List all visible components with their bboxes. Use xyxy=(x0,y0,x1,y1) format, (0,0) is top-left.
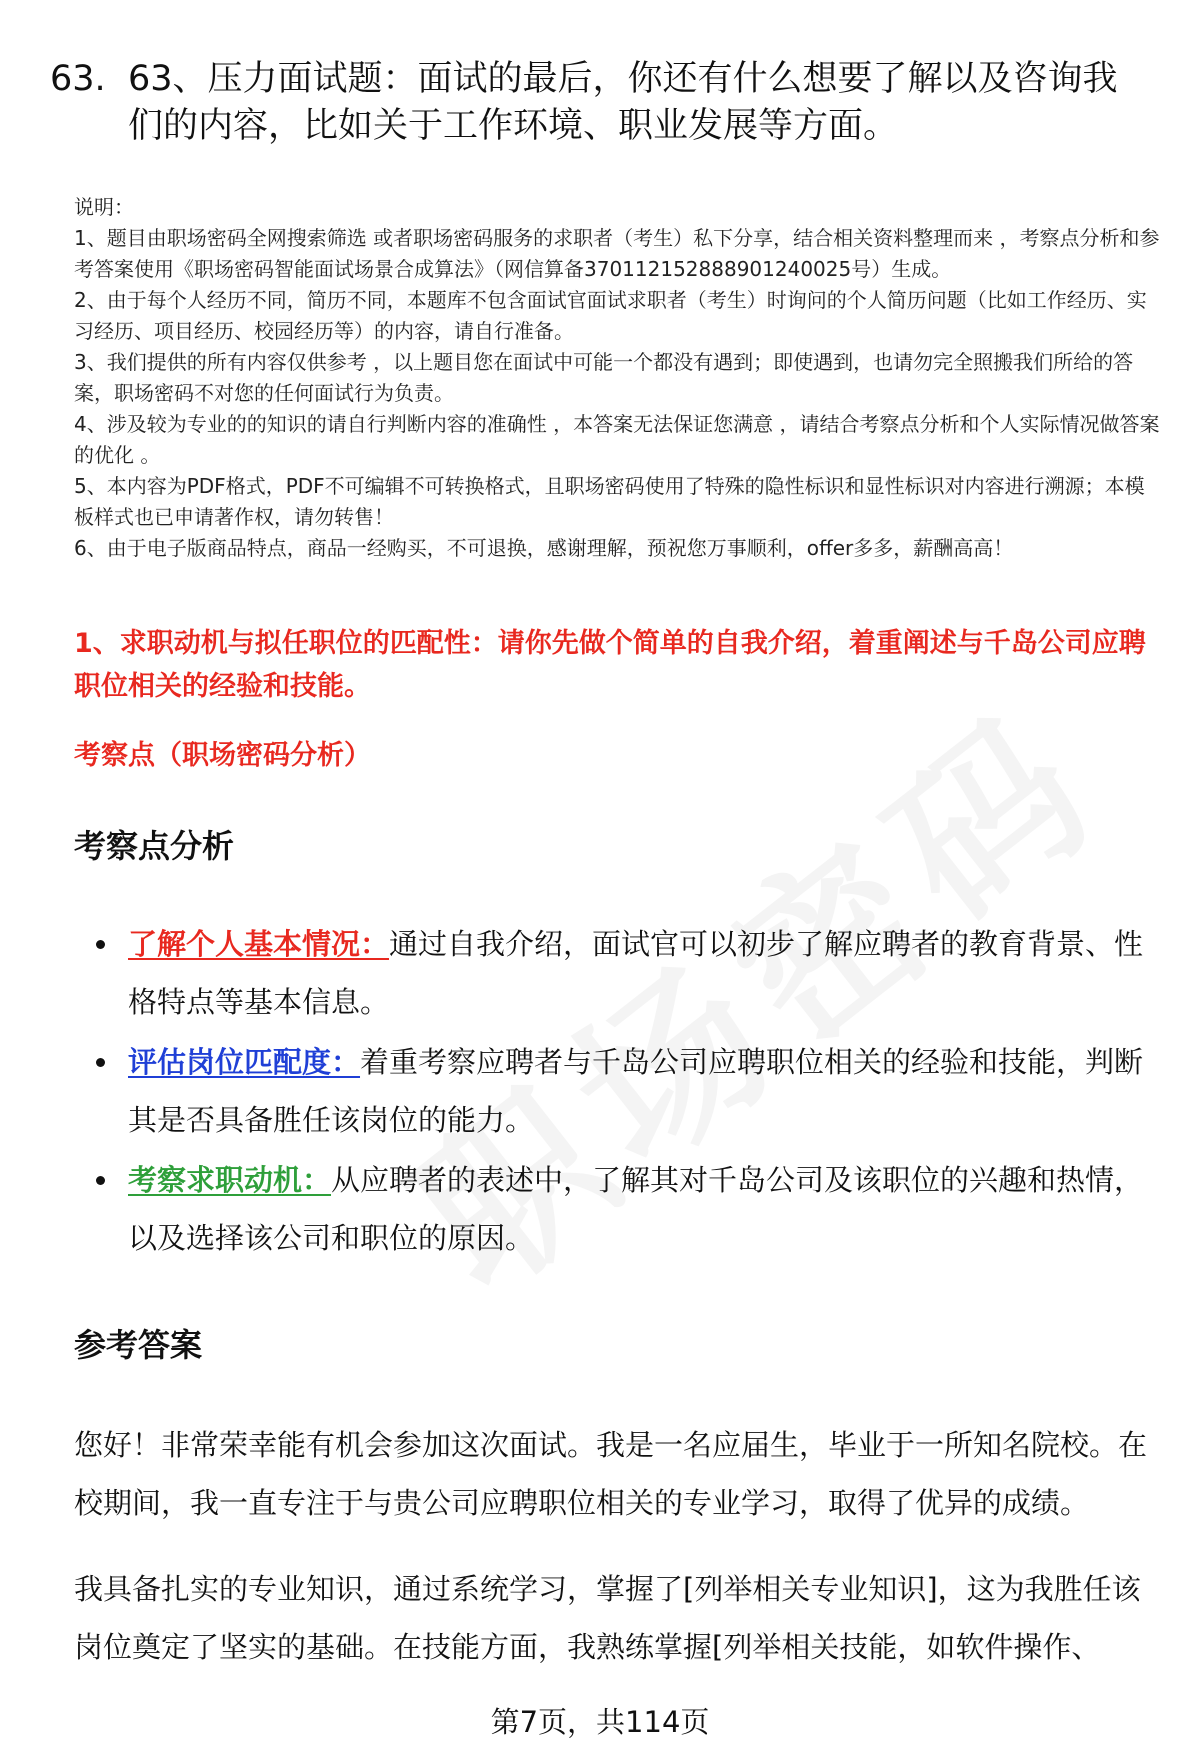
notes-title: 说明： xyxy=(74,195,134,219)
examination-point-label: 考察点（职场密码分析） xyxy=(74,740,371,771)
analysis-point xyxy=(96,1033,1146,1149)
question-heading xyxy=(50,56,1150,150)
answer-paragraph: 您好！非常荣幸能有机会参加这次面试。我是一名应届生，毕业于一所知名院校。在校期间，我一直专注于与贵公司应聘职位相关的专业学习，取得了优异的成绩。 xyxy=(74,1428,1148,1520)
bullet-dot-icon xyxy=(96,1176,105,1185)
analysis-point-text: 通过自我介绍，面试官可以初步了解应聘者的教育背景、性格特点等基本信息。 xyxy=(128,927,1144,1019)
notes-section xyxy=(74,192,1164,564)
answer-heading: 参考答案 xyxy=(74,1326,203,1364)
question-number: 63. xyxy=(50,59,106,99)
interview-question: 1、求职动机与拟任职位的匹配性：请你先做个简单的自我介绍，着重阐述与千岛公司应聘职位相关的经验和技能。 xyxy=(74,628,1146,702)
note-item: 4、涉及较为专业的的知识的请自行判断内容的准确性 ，本答案无法保证您满意 ，请结合考察点分析和个人实际情况做答案的优化 。 xyxy=(74,412,1160,467)
analysis-point-text: 从应聘者的表述中，了解其对千岛公司及该职位的兴趣和热情，以及选择该公司和职位的原因。 xyxy=(128,1163,1144,1255)
analysis-point-label: 评估岗位匹配度： xyxy=(128,1045,361,1079)
note-item: 2、由于每个人经历不同，简历不同，本题库不包含面试官面试求职者（考生）时询问的个人简历问题（比如工作经历、实习经历、项目经历、校园经历等）的内容，请自行准备。 xyxy=(74,288,1147,343)
analysis-point-label: 考察求职动机： xyxy=(128,1163,332,1197)
bullet-dot-icon xyxy=(96,940,105,949)
analysis-point xyxy=(96,1151,1146,1267)
page-footer: 第7页，共114页 xyxy=(490,1705,710,1739)
question-title: 63、压力面试题：面试的最后，你还有什么想要了解以及咨询我们的内容，比如关于工作环境、职业发展等方面。 xyxy=(128,59,1118,146)
analysis-point-text: 着重考察应聘者与千岛公司应聘职位相关的经验和技能，判断其是否具备胜任该岗位的能力。 xyxy=(128,1045,1144,1137)
note-item: 5、本内容为PDF格式，PDF不可编辑不可转换格式，且职场密码使用了特殊的隐性标识和显性标识对内容进行溯源；本模板样式也已申请著作权，请勿转售！ xyxy=(74,474,1145,529)
bullet-dot-icon xyxy=(96,1058,105,1067)
analysis-point xyxy=(96,915,1146,1031)
analysis-list xyxy=(96,915,1146,1269)
analysis-point-label: 了解个人基本情况： xyxy=(128,927,390,961)
note-item: 6、由于电子版商品特点，商品一经购买，不可退换，感谢理解，预祝您万事顺利，offer多多，薪酬高高！ xyxy=(74,536,1014,560)
note-item: 3、我们提供的所有内容仅供参考 ，以上题目您在面试中可能一个都没有遇到；即使遇到，也请勿完全照搬我们所给的答案，职场密码不对您的任何面试行为负责。 xyxy=(74,350,1134,405)
answer-paragraph: 我具备扎实的专业知识，通过系统学习，掌握了[列举相关专业知识]，这为我胜任该岗位奠定了坚实的基础。在技能方面，我熟练掌握[列举相关技能，如软件操作、 xyxy=(74,1572,1141,1664)
analysis-heading: 考察点分析 xyxy=(74,827,235,865)
note-item: 1、题目由职场密码全网搜索筛选 或者职场密码服务的求职者（考生）私下分享，结合相关资料整理而来 ，考察点分析和参考答案使用《职场密码智能面试场景合成算法》（网信算备370112152888901240025号）生成。 xyxy=(74,226,1160,281)
